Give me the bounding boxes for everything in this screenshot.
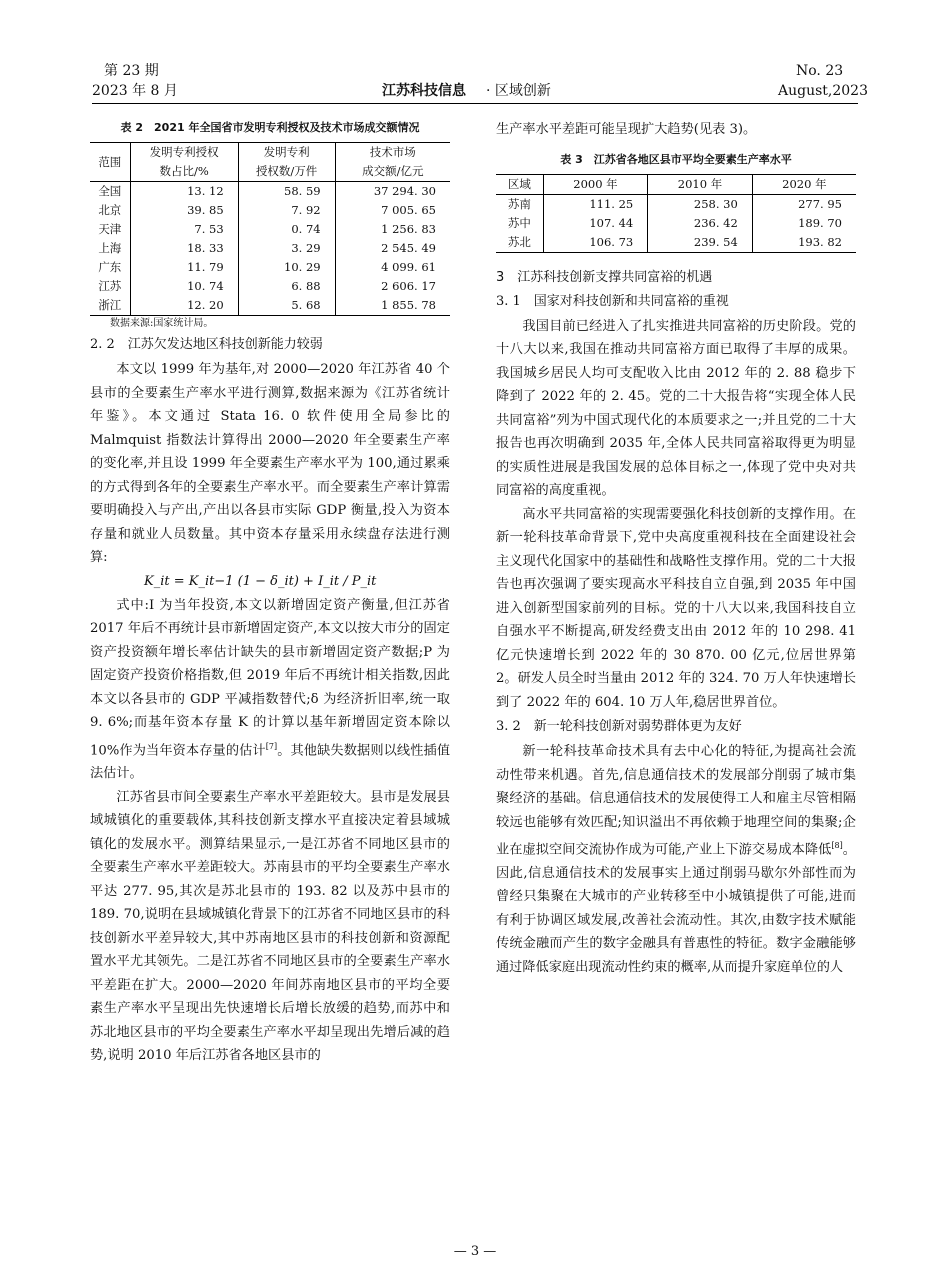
table2-header: 发明专利 授权数/万件 xyxy=(238,143,335,182)
table-row: 广东 11. 79 10. 29 4 099. 61 xyxy=(90,258,450,277)
section-3-2-title: 3. 2 新一轮科技创新对弱势群体更为友好 xyxy=(496,719,742,734)
section-name: · 区域创新 xyxy=(486,83,551,99)
section-3-1-title: 3. 1 国家对科技创新和共同富裕的重视 xyxy=(496,293,729,309)
paragraph: 生产率水平差距可能呈现扩大趋势(见表 3)。 xyxy=(496,122,757,137)
paragraph: 我国目前已经进入了扎实推进共同富裕的历史阶段。党的十八大以来,我国在推动共同富裕方面已取得了丰厚的成果。我国城乡居民人均可支配收入比由 2012 年的 2. 88 稳步下降到了 2022 年的 2. 45。党的二十大报告将“实现全体人民共同富裕”列为中国式现代化的本质要求之一;并且党的二十大报告也再次明确到 2035 年,全体人民共同富裕取得更为明显的实质性进展是我国发展的总体目标之一,体现了党中央对共同富裕的高度重视。 xyxy=(496,318,856,498)
issue-number-en: No. 23 xyxy=(796,63,844,79)
table-row: 浙江 12. 20 5. 68 1 855. 78 xyxy=(90,296,450,316)
table2-header: 技术市场 成交额/亿元 xyxy=(335,143,450,182)
table2-header: 发明专利授权 数占比/% xyxy=(130,143,238,182)
formula-text: K_it = K_it−1 (1 − δ_it) + I_it / P_it xyxy=(144,573,377,589)
issue-number: 第 23 期 xyxy=(104,63,159,79)
journal-title: 江苏科技信息 xyxy=(382,83,466,99)
paragraph: 高水平共同富裕的实现需要强化科技创新的支撑作用。在新一轮科技革命背景下,党中央高度重视科技在全面建设社会主义现代化国家中的基础性和战略性支撑作用。党的二十大报告也再次强调了要实现高水平科技自立自强,到 2035 年中国进入创新型国家前列的目标。党的十八大以来,我国科技自立自强水平不断提高,研发经费支出由 2012 年的 10 298. 41 亿元快速增长到 2022 年的 30 870. 00 亿元,位居世界第 2。研发人员全时当量由 2012 年的 324. 70 万人年快速增长到了 2022 年的 604. 10 万人年,稳居世界首位。 xyxy=(496,506,856,710)
table-row: 苏中 107. 44 236. 42 189. 70 xyxy=(496,214,856,233)
table-row: 苏北 106. 73 239. 54 193. 82 xyxy=(496,233,856,253)
paragraph: 式中:I 为当年投资,本文以新增固定资产衡量,但江苏省 2017 年后不再统计县市新增固定资产,本文以按大市分的固定资产投资额年增长率估计缺失的县市新增固定资产数据;P 为固定资产投资价格指数,但 2019 年后不再统计相关指数,因此本文以各县市的 GDP 平减指数替代;δ 为经济折旧率,统一取 9. 6%;而基年资本存量 K 的计算以基年新增固定资本除以 10%作为当年资本存量的估计[7]。其他缺失数据则以线性插值法估计。 xyxy=(90,597,451,782)
issue-date: 2023 年 8 月 xyxy=(92,83,178,99)
table-row: 江苏 10. 74 6. 88 2 606. 17 xyxy=(90,277,450,296)
table3-header: 2020 年 xyxy=(752,174,856,194)
table3-header: 区域 xyxy=(496,174,543,194)
issue-date-en: August,2023 xyxy=(778,83,868,99)
paragraph: 本文以 1999 年为基年,对 2000—2020 年江苏省 40 个县市的全要素生产率水平进行测算,数据来源为《江苏省统计年鉴》。本文通过 Stata 16. 0 软件使用全局参比的 Malmquist 指数法计算得出 2000—2020 年全要素生产率的变化率,并且设 1999 年全要素生产率水平为 100,通过累乘的方式得到各年的全要素生产率水平。而全要素生产率计算需要明确投入与产出,产出以各县市实际 GDP 衡量,投入为资本存量和就业人员数量。其中资本存量采用永续盘存法进行测算: xyxy=(90,362,450,565)
table-row: 北京 39. 85 7. 92 7 005. 65 xyxy=(90,201,450,220)
page-number: — 3 — xyxy=(453,1244,497,1259)
table3-header: 2000 年 xyxy=(543,174,648,194)
table-row: 天津 7. 53 0. 74 1 256. 83 xyxy=(90,220,450,239)
citation-ref: [7] xyxy=(265,741,278,751)
capital-stock-formula xyxy=(90,570,450,594)
table3 xyxy=(496,174,856,253)
paragraph: 新一轮科技革命技术具有去中心化的特征,为提高社会流动性带来机遇。首先,信息通信技术的发展部分削弱了城市集聚经济的基础。信息通信技术的发展使得工人和雇主尽管相隔较远也能够有效匹配;知识溢出不再依赖于地理空间的集聚;企业在虚拟空间交流协作成为可能,产业上下游交易成本降低[8]。因此,信息通信技术的发展事实上通过削弱马歇尔外部性而为曾经只集聚在大城市的产业转移至中小城镇提供了可能,进而有利于协调区域发展,改善社会流动性。其次,由数字技术赋能传统金融而产生的数字金融具有普惠性的特征。数字金融能够通过降低家庭出现流动性约束的概率,从而提升家庭单位的人 xyxy=(496,744,856,975)
table2-note: 数据来源:国家统计局。 xyxy=(110,318,214,329)
citation-ref: [8] xyxy=(831,841,843,850)
right-column xyxy=(496,118,856,979)
table-row: 上海 18. 33 3. 29 2 545. 49 xyxy=(90,239,450,258)
table2 xyxy=(90,142,450,316)
table3-header: 2010 年 xyxy=(648,174,753,194)
table-row: 苏南 111. 25 258. 30 277. 95 xyxy=(496,194,856,214)
table2-header: 范围 xyxy=(90,143,130,182)
table-row: 全国 13. 12 58. 59 37 294. 30 xyxy=(90,182,450,202)
paragraph: 江苏省县市间全要素生产率水平差距较大。县市是发展县域城镇化的重要载体,其科技创新支撑水平直接决定着县域城镇化的发展水平。测算结果显示,一是江苏省不同地区县市的全要素生产率水平差距较大。苏南县市的平均全要素生产率水平达 277. 95,其次是苏北县市的 193. 82 以及苏中县市的 189. 70,说明在县域城镇化背景下的江苏省不同地区县市的科技创新水平差异较大,其中苏南地区县市的科技创新和资源配置水平尤其领先。二是江苏省不同地区县市的全要素生产率水平差距在扩大。2000—2020 年间苏南地区县市的平均全要素生产率水平呈现出先快速增长后增长放缓的趋势,而苏中和苏北地区县市的平均全要素生产率水平却呈现出先增后减的趋势,说明 2010 年后江苏省各地区县市的 xyxy=(90,789,450,1064)
section-3-title: 3 江苏科技创新支撑共同富裕的机遇 xyxy=(496,269,713,285)
table2-caption: 表 2 2021 年全国省市发明专利授权及技术市场成交额情况 xyxy=(120,121,420,134)
left-column xyxy=(90,118,450,1068)
header-rule xyxy=(92,103,858,104)
section-2-2-title: 2. 2 江苏欠发达地区科技创新能力较弱 xyxy=(90,337,323,352)
table3-caption: 表 3 江苏省各地区县市平均全要素生产率水平 xyxy=(560,152,792,166)
